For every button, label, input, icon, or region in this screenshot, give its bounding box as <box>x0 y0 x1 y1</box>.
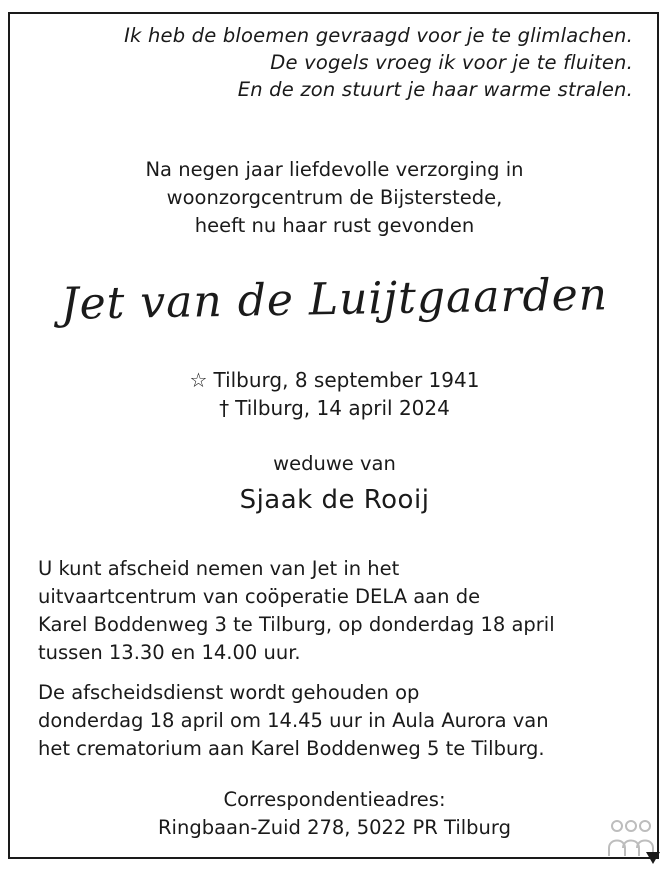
farewell-paragraph <box>38 555 638 667</box>
intro-text <box>0 156 669 240</box>
poem-line: Ik heb de bloemen gevraagd voor je te glimlachen. <box>124 24 633 47</box>
correspondence-label: Correspondentieadres: <box>223 788 446 811</box>
intro-line: woonzorgcentrum de Bijsterstede, <box>166 186 503 209</box>
correspondence-value: Ringbaan-Zuid 278, 5022 PR Tilburg <box>158 816 511 839</box>
arrow-down-icon[interactable] <box>646 852 660 864</box>
farewell-line: Karel Boddenweg 3 te Tilburg, op donderdag 18 april <box>38 613 555 636</box>
service-line: De afscheidsdienst wordt gehouden op <box>38 681 420 704</box>
spouse-name: Sjaak de Rooij <box>239 485 430 515</box>
poem <box>124 22 633 103</box>
farewell-line: tussen 13.30 en 14.00 uur. <box>38 641 301 664</box>
life-dates <box>0 366 669 422</box>
poem-line: De vogels vroeg ik voor je te fluiten. <box>270 51 633 74</box>
poem-line: En de zon stuurt je haar warme stralen. <box>237 78 633 101</box>
death-line <box>0 394 669 422</box>
service-line: het crematorium aan Karel Boddenweg 5 te Tilburg. <box>38 737 545 760</box>
star-icon: ☆ <box>189 368 208 392</box>
birth-date: Tilburg, 8 september 1941 <box>213 368 480 392</box>
intro-line: heeft nu haar rust gevonden <box>194 214 475 237</box>
service-line: donderdag 18 april om 14.45 uur in Aula Aurora van <box>38 709 549 732</box>
deceased-name: Jet van de Luijtgaarden <box>60 269 609 330</box>
farewell-line: uitvaartcentrum van coöperatie DELA aan de <box>38 585 481 608</box>
farewell-line: U kunt afscheid nemen van Jet in het <box>38 557 400 580</box>
cross-icon: † <box>219 396 230 420</box>
intro-line: Na negen jaar liefdevolle verzorging in <box>145 158 524 181</box>
correspondence-address <box>0 786 669 842</box>
widow-label: weduwe van <box>273 452 396 475</box>
birth-line <box>0 366 669 394</box>
service-paragraph <box>38 679 638 763</box>
death-date: Tilburg, 14 april 2024 <box>235 396 450 420</box>
